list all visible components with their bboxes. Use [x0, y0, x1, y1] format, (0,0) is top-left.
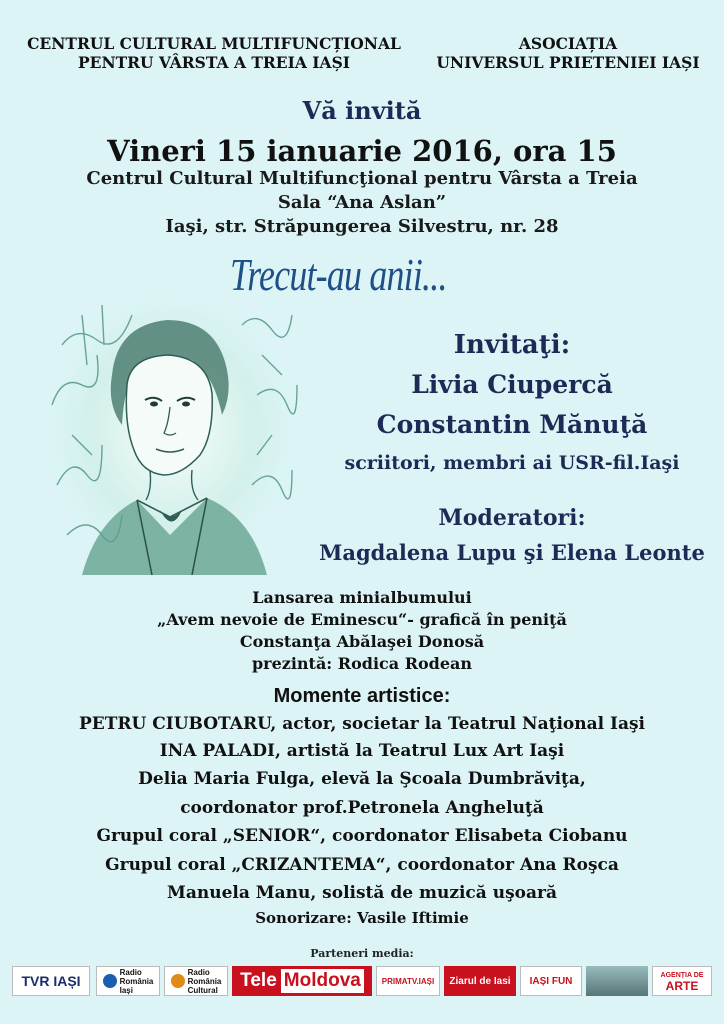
rrc-text-2: România — [187, 976, 222, 986]
prima-tv-iasi-logo — [376, 966, 440, 996]
tele-moldova-logo — [232, 966, 372, 996]
moment-line: Delia Maria Fulga, elevă la Şcoala Dumbrăviţa, — [138, 769, 586, 789]
tele-moldova-text-1: Tele — [240, 970, 277, 991]
guest-name-1: Livia Ciupercă — [411, 370, 613, 399]
partner-photo-logo — [586, 966, 648, 996]
moment-line: Manuela Manu, solistă de muzică uşoară — [167, 883, 557, 903]
tvr-iasi-logo — [12, 966, 90, 996]
rrc-text-1: Radio — [187, 967, 210, 977]
moderators-names: Magdalena Lupu şi Elena Leonte — [319, 540, 705, 565]
moment-line: PETRU CIUBOTARU, actor, societar la Teatrul Naţional Iaşi — [78, 714, 645, 734]
moments-heading: Momente artistice: — [273, 685, 451, 707]
moment-line: Grupul coral „SENIOR“, coordonator Elisabeta Ciobanu — [96, 826, 628, 846]
ziarul-de-iasi-logo — [444, 966, 516, 996]
organizer-left-line1: CENTRUL CULTURAL MULTIFUNCȚIONAL — [27, 34, 401, 53]
organizer-right-line1: ASOCIAȚIA — [518, 34, 618, 53]
arte-text-1: AGENȚIA DE — [660, 972, 704, 979]
guests-heading: Invitaţi: — [453, 330, 571, 360]
rrc-text-3: Cultural — [187, 985, 218, 995]
partners-label: Parteneri media: — [310, 947, 414, 960]
ziarul-text: Ziarul de Iasi — [449, 975, 511, 987]
radio-romania-iasi-logo — [96, 966, 160, 996]
event-date: Vineri 15 ianuarie 2016, ora 15 — [107, 134, 617, 168]
moment-line: Grupul coral „CRIZANTEMA“, coordonator Ana Roşca — [105, 855, 619, 875]
radio-wave-icon — [103, 974, 117, 988]
prima-tv-text: PRIMATV.IAȘI — [381, 976, 435, 986]
invite-heading: Vă invită — [302, 96, 422, 125]
launch-line-1: Lansarea minialbumului — [252, 588, 472, 607]
arte-text-2: ARTE — [665, 979, 699, 993]
portrait-illustration — [42, 285, 302, 575]
launch-line-2: „Avem nevoie de Eminescu“- grafică în peniţă — [157, 610, 567, 629]
organizer-right-line2: UNIVERSUL PRIETENIEI IAȘI — [436, 53, 700, 72]
rri-text-1: Radio — [119, 967, 142, 977]
venue-line-3: Iaşi, str. Străpungerea Silvestru, nr. 28 — [165, 216, 559, 237]
guest-name-2: Constantin Mănuţă — [376, 410, 648, 439]
event-title: Trecut-au anii... — [230, 249, 447, 300]
launch-line-4: prezintă: Rodica Rodean — [251, 654, 473, 673]
tvr-iasi-logo-text: TVR IAȘI — [21, 973, 81, 989]
organizer-right — [418, 34, 718, 72]
moment-line: INA PALADI, artistă la Teatrul Lux Art Iaşi — [159, 741, 565, 761]
venue-line-2: Sala “Ana Aslan” — [277, 192, 447, 213]
rri-text-2: România — [119, 976, 154, 986]
partner-logos — [12, 966, 712, 1000]
iasi-fun-logo — [520, 966, 582, 996]
moderators-heading: Moderatori: — [438, 505, 586, 531]
rri-text-3: Iași — [119, 985, 133, 995]
agentia-de-arte-logo — [652, 966, 712, 996]
tele-moldova-text-2: Moldova — [281, 969, 364, 993]
launch-line-3: Constanţa Abălaşei Donosă — [239, 632, 485, 651]
radio-wave-icon — [171, 974, 185, 988]
radio-romania-cultural-logo — [164, 966, 228, 996]
sound-credit: Sonorizare: Vasile Iftimie — [255, 909, 469, 927]
iasi-fun-text: IAȘI FUN — [529, 975, 573, 987]
moment-line: coordonator prof.Petronela Angheluţă — [180, 798, 544, 818]
venue-line-1: Centrul Cultural Multifuncţional pentru Vârsta a Treia — [86, 168, 638, 189]
organizer-left-line2: PENTRU VÂRSTA A TREIA IAȘI — [77, 53, 351, 72]
organizer-left — [14, 34, 414, 72]
guests-description: scriitori, membri ai USR-fil.Iaşi — [344, 452, 680, 474]
